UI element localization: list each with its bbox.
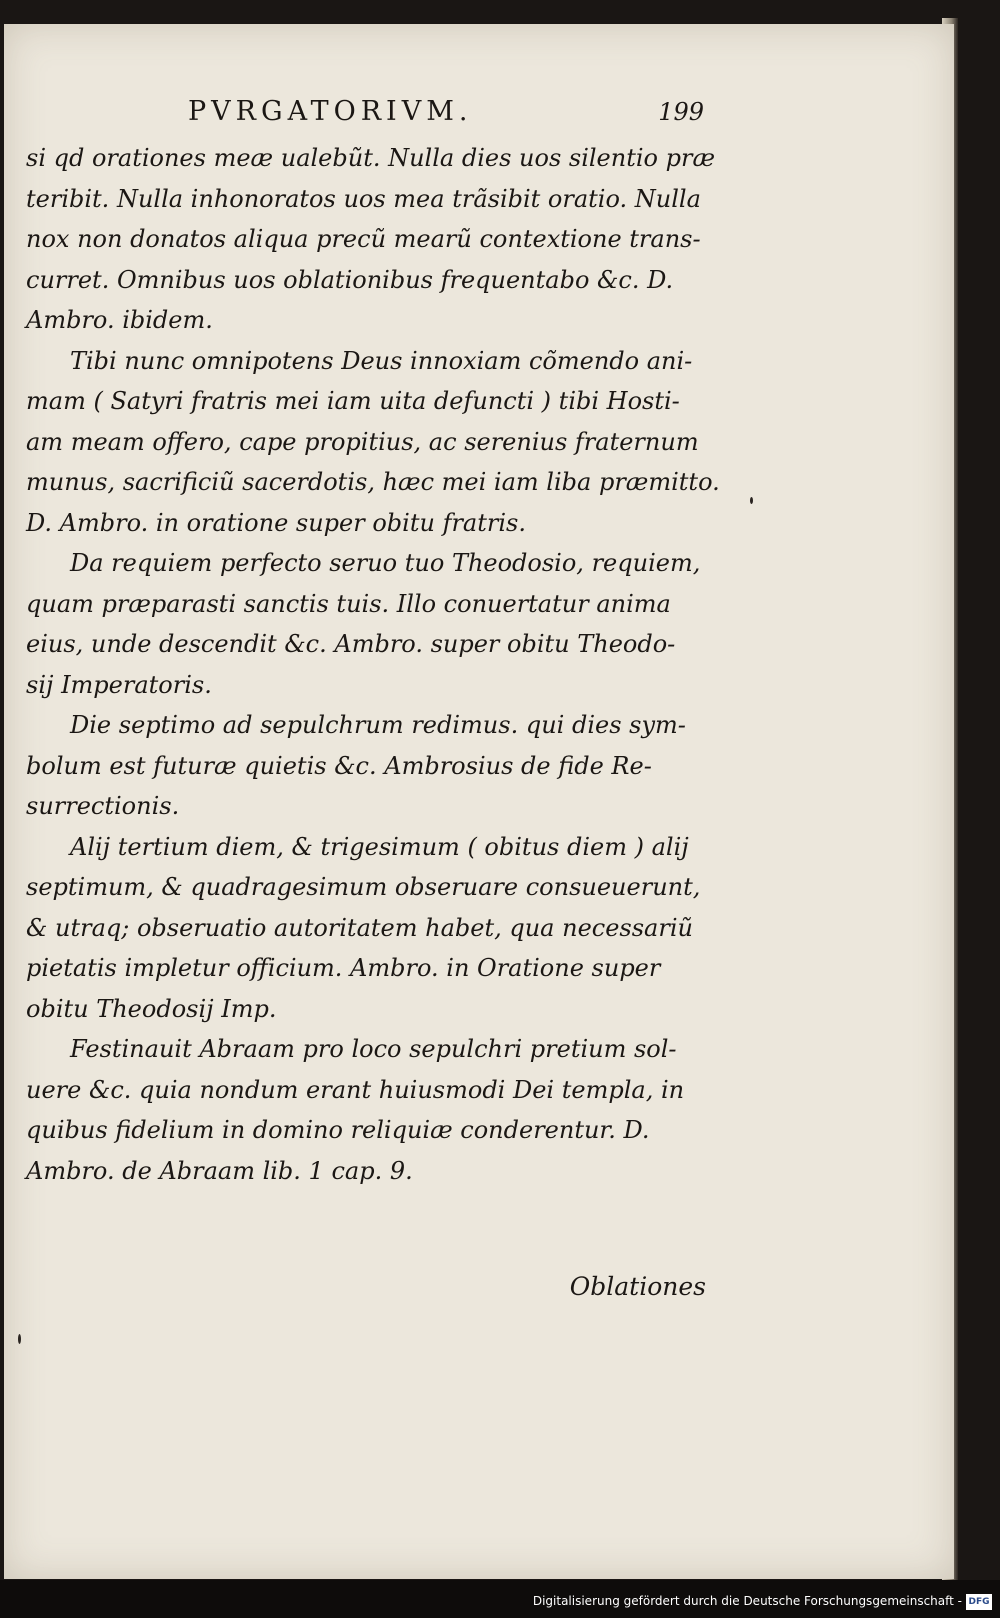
text-line: Ambro. de Abraam lib. 1 cap. 9. [26, 1156, 413, 1185]
page-number: 199 [658, 98, 704, 126]
book-page [4, 24, 954, 1579]
text-line: quam præparasti sanctis tuis. Illo conuertatur anima [26, 589, 671, 618]
text-line: munus, sacrificiũ sacerdotis, hæc mei iam liba præmitto. [26, 468, 720, 496]
text-line: Tibi nunc omnipotens Deus innoxiam cõmendo ani- [70, 346, 693, 375]
running-title: PVRGATORIVM. [188, 96, 473, 127]
text-line: & utraq; obseruatio autoritatem habet, qua necessariũ [26, 913, 693, 942]
text-line: uere &c. quia nondum erant huiusmodi Dei templa, in [26, 1075, 685, 1104]
text-line: si qd orationes meæ ualebũt. Nulla dies uos silentio præ [26, 144, 716, 172]
text-line: Da requiem perfecto seruo tuo Theodosio, requiem, [70, 549, 701, 577]
text-block [26, 94, 720, 1301]
text-line: pietatis impletur officium. Ambro. in Oratione super [26, 954, 661, 982]
catchword: Oblationes [569, 1272, 706, 1301]
text-line: Alij tertium diem, & trigesimum ( obitus diem ) alij [70, 832, 689, 861]
text-line: am meam offero, cape propitius, ac serenius fraternum [26, 427, 699, 456]
text-line: bolum est futuræ quietis &c. Ambrosius de fide Re- [26, 751, 652, 780]
text-line: teribit. Nulla inhonoratos uos mea trãsibit oratio. Nulla [26, 184, 701, 213]
text-line: Ambro. ibidem. [26, 306, 213, 334]
paragraph [26, 138, 716, 341]
text-line: surrectionis. [26, 792, 180, 820]
text-line: mam ( Satyri fratris mei iam uita defuncti ) tibi Hosti- [26, 387, 680, 415]
paragraph [26, 1029, 706, 1191]
funding-credit: Digitalisierung gefördert durch die Deutsche Forschungsgemeinschaft - [532, 1594, 962, 1608]
text-line: septimum, & quadragesimum obseruare consueuerunt, [26, 873, 701, 901]
paragraph [26, 827, 706, 1030]
text-line: sij Imperatoris. [26, 670, 212, 699]
paper-speck [18, 1334, 21, 1344]
paragraph [26, 705, 706, 827]
paragraph [26, 543, 706, 705]
text-line: nox non donatos aliqua precũ mearũ contextione trans- [26, 225, 701, 253]
text-line: Die septimo ad sepulchrum redimus. qui dies sym- [70, 711, 686, 739]
digitization-footer [0, 1580, 1000, 1618]
text-line: curret. Omnibus uos oblationibus frequentabo &c. D. [26, 265, 674, 294]
text-line: obitu Theodosij Imp. [26, 994, 277, 1023]
text-line: Festinauit Abraam pro loco sepulchri pretium sol- [70, 1035, 677, 1063]
text-line: D. Ambro. in oratione super obitu fratris. [26, 508, 526, 537]
dfg-logo-icon: DFG [966, 1594, 992, 1610]
paragraph [26, 341, 720, 544]
text-line: quibus fidelium in domino reliquiæ conderentur. D. [26, 1116, 650, 1144]
page-header [26, 94, 706, 138]
paper-speck [750, 497, 753, 504]
text-line: eius, unde descendit &c. Ambro. super obitu Theodo- [26, 630, 676, 658]
